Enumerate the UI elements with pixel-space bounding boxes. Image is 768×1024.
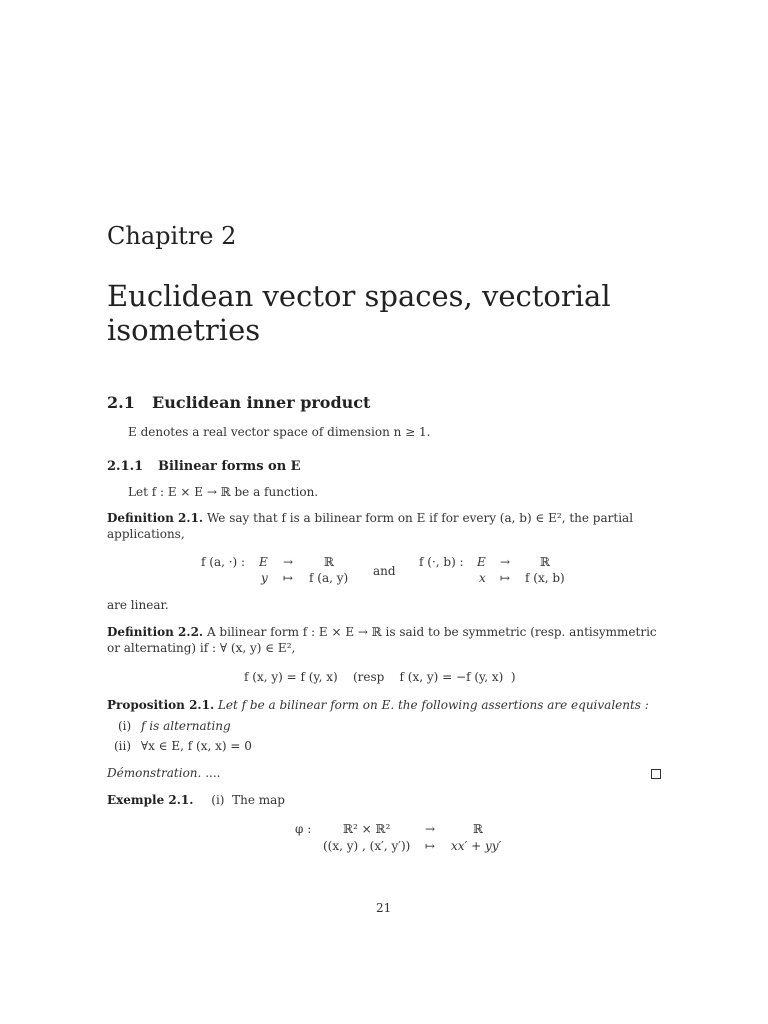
definition-text: We say that f is a bilinear form on E if for every (a, b) ∈ E², the partial <box>206 511 634 525</box>
map1-name: f (a, ·) : <box>201 555 246 569</box>
list-item <box>118 719 231 733</box>
phi-codomain: ℝ <box>473 822 483 836</box>
section-title: Euclidean inner product <box>152 393 371 412</box>
subsection-number: 2.1.1 <box>107 459 144 474</box>
proposition-2-1 <box>107 698 649 712</box>
map1-domain: E <box>259 555 268 569</box>
chapter-title: Euclidean vector spaces, vectorial isometries <box>107 279 611 347</box>
list-item-number: (ii) <box>114 739 132 753</box>
map1-mapsto: ↦ <box>283 571 294 585</box>
definition-conclusion: are linear. <box>107 598 169 612</box>
map1-image: f (a, y) <box>309 571 349 585</box>
map2-mapsto: ↦ <box>500 571 511 585</box>
phi-arrow: → <box>425 822 436 836</box>
map1-variable: y <box>261 571 268 585</box>
map2-codomain: ℝ <box>540 555 550 569</box>
phi-variable: ((x, y) , (x′, y′)) <box>323 839 411 853</box>
list-item-text: f is alternating <box>141 719 231 733</box>
phi-domain: ℝ² × ℝ² <box>343 822 391 836</box>
definition-2-2 <box>107 625 657 639</box>
list-item-number: (i) <box>118 719 132 733</box>
map2-domain: E <box>477 555 486 569</box>
chapter-label: Chapitre 2 <box>107 222 237 250</box>
map1-arrow: → <box>283 555 294 569</box>
section-number: 2.1 <box>107 393 135 412</box>
map2-variable: x <box>479 571 486 585</box>
page-number: 21 <box>376 901 392 915</box>
list-item <box>114 739 252 753</box>
example-2-1 <box>107 793 285 807</box>
phi-name: φ : <box>295 822 312 836</box>
phi-mapsto: ↦ <box>425 839 436 853</box>
map1-codomain: ℝ <box>324 555 334 569</box>
definition-2-1 <box>107 511 633 525</box>
proposition-label: Proposition 2.1. <box>107 698 215 712</box>
phi-image: xx′ + yy′ <box>451 839 502 853</box>
list-item-text: ∀x ∈ E, f (x, x) = 0 <box>140 739 252 753</box>
definition-text-cont: applications, <box>107 527 185 541</box>
symmetry-formula: f (x, y) = f (y, x) (resp f (x, y) = −f (y, x) ) <box>244 670 516 684</box>
example-label: Exemple 2.1. <box>107 793 194 807</box>
and-word: and <box>373 564 396 578</box>
definition-label: Definition 2.1. <box>107 511 204 525</box>
proposition-statement: Let f be a bilinear form on E. the following assertions are equivalents : <box>217 698 649 712</box>
map2-arrow: → <box>500 555 511 569</box>
proof <box>107 766 220 780</box>
definition-label: Definition 2.2. <box>107 625 204 639</box>
map2-name: f (·, b) : <box>419 555 464 569</box>
qed-square-icon <box>651 769 661 779</box>
definition-text: A bilinear form f : E × E → ℝ is said to be symmetric (resp. antisymmetric <box>206 625 657 639</box>
section-intro: E denotes a real vector space of dimension n ≥ 1. <box>128 425 431 439</box>
example-item: (i) The map <box>211 793 285 807</box>
definition-text-cont: or alternating) if : ∀ (x, y) ∈ E², <box>107 641 296 655</box>
proof-text: .... <box>205 766 221 780</box>
proof-label: Démonstration. <box>107 766 202 780</box>
subsection-title: Bilinear forms on E <box>158 459 301 474</box>
subsection-intro: Let f : E × E → ℝ be a function. <box>128 485 319 499</box>
map2-image: f (x, b) <box>525 571 565 585</box>
